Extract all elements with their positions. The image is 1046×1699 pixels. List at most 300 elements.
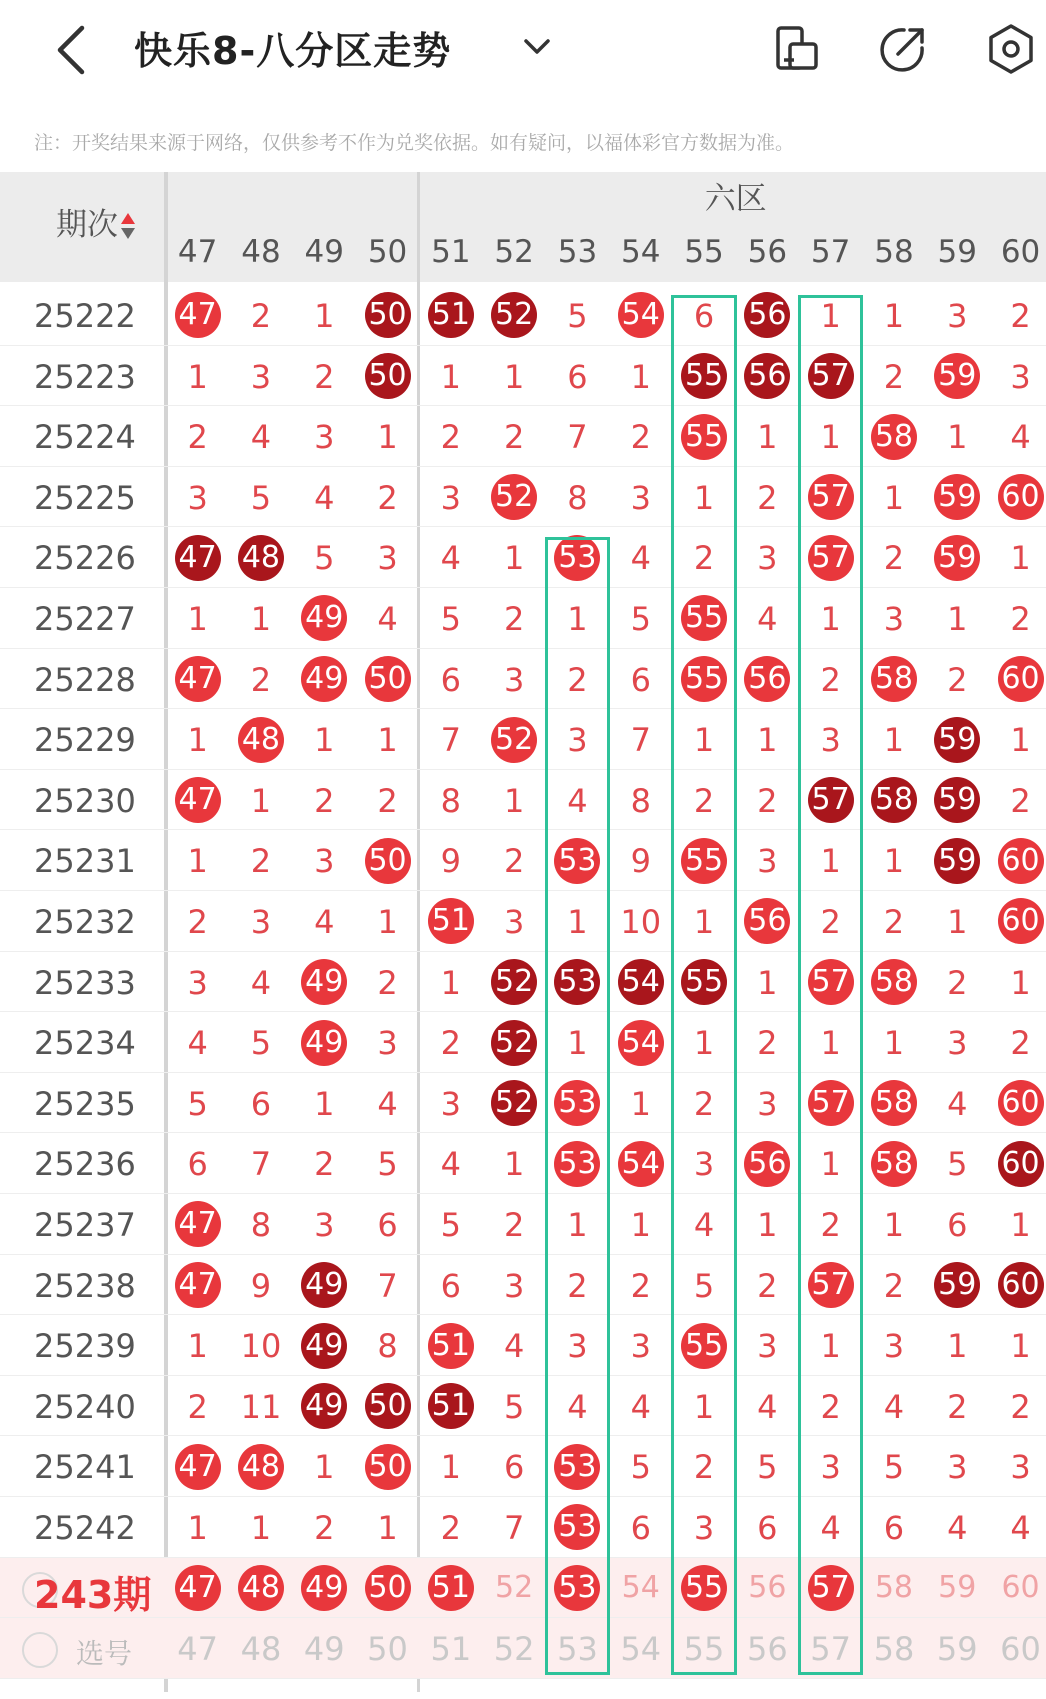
- miss-count: 4: [630, 539, 651, 578]
- miss-count: 1: [883, 721, 905, 760]
- miss-count: 1: [947, 1327, 968, 1366]
- miss-count: 1: [820, 842, 841, 881]
- hit-ball: 54: [618, 292, 664, 338]
- miss-count: 2: [1010, 781, 1031, 820]
- miss-count: 5: [250, 478, 272, 517]
- hit-ball-dark: 56: [744, 292, 790, 338]
- hit-ball: 54: [618, 1020, 664, 1066]
- hit-ball-dark: 55: [681, 353, 727, 399]
- miss-count: 9: [440, 842, 462, 881]
- miss-count: 2: [440, 1024, 462, 1063]
- miss-count: 2: [947, 1387, 968, 1426]
- miss-count: 4: [187, 1024, 208, 1063]
- issue-number: 25242: [34, 1509, 136, 1547]
- miss-count: 6: [947, 1206, 968, 1244]
- select-number[interactable]: 54: [620, 1630, 662, 1669]
- row-divider: [0, 1678, 1046, 1679]
- miss-count: 5: [440, 600, 462, 638]
- miss-count: 7: [503, 1509, 525, 1547]
- select-number[interactable]: 51: [430, 1630, 472, 1669]
- hit-ball: 55: [681, 1565, 727, 1611]
- miss-count: 2: [883, 357, 905, 396]
- miss-count: 1: [567, 600, 588, 638]
- miss-count: 3: [377, 1024, 398, 1063]
- column-header: 59: [937, 234, 977, 270]
- row-divider: [0, 829, 1046, 830]
- row-divider: [0, 951, 1046, 952]
- hit-ball: 58: [874, 1569, 914, 1605]
- column-header: 49: [304, 234, 344, 270]
- miss-count: 3: [757, 1084, 778, 1123]
- miss-count: 4: [1010, 1509, 1031, 1547]
- miss-count: 3: [377, 539, 398, 578]
- row-divider: [0, 526, 1046, 527]
- hit-ball: 57: [808, 959, 854, 1005]
- miss-count: 5: [314, 539, 335, 578]
- hit-ball: 60: [998, 656, 1044, 702]
- miss-count: 2: [1010, 1387, 1031, 1426]
- radio-circle[interactable]: [22, 1632, 58, 1668]
- issue-number: 25237: [34, 1206, 136, 1244]
- miss-count: 1: [1010, 963, 1031, 1002]
- miss-count: 1: [250, 781, 272, 820]
- hit-ball: 55: [681, 838, 727, 884]
- miss-count: 1: [314, 721, 335, 760]
- miss-count: 5: [630, 1448, 651, 1487]
- hit-ball: 53: [554, 1080, 600, 1126]
- miss-count: 2: [630, 418, 651, 457]
- issue-number: 25233: [34, 963, 136, 1002]
- miss-count: 4: [250, 418, 272, 457]
- sort-icon[interactable]: [120, 212, 136, 240]
- hit-ball: 49: [301, 656, 347, 702]
- miss-count: 1: [187, 1509, 208, 1547]
- hit-ball: 51: [428, 898, 474, 944]
- hit-ball: 59: [934, 353, 980, 399]
- miss-count: 1: [1010, 1206, 1031, 1244]
- miss-count: 4: [503, 1327, 525, 1366]
- miss-count: 1: [187, 721, 208, 760]
- select-number[interactable]: 59: [936, 1630, 978, 1669]
- miss-count: 3: [883, 1327, 905, 1366]
- hit-ball-dark: 52: [491, 959, 537, 1005]
- hit-ball-dark: 50: [365, 353, 411, 399]
- miss-count: 3: [567, 721, 588, 760]
- prediction-label: 243期: [34, 1572, 152, 1617]
- row-divider: [0, 345, 1046, 346]
- miss-count: 2: [630, 1266, 651, 1305]
- hit-ball-dark: 60: [998, 1262, 1044, 1308]
- miss-count: 1: [947, 903, 968, 941]
- hit-ball: 55: [681, 414, 727, 460]
- highlight-box: [798, 295, 863, 1675]
- hit-ball: 59: [934, 535, 980, 581]
- hit-ball: 53: [554, 838, 600, 884]
- hit-ball: 58: [871, 656, 917, 702]
- miss-count: 1: [630, 1084, 651, 1123]
- hit-ball: 58: [871, 1141, 917, 1187]
- column-header: 50: [367, 234, 408, 270]
- row-divider: [0, 1496, 1046, 1497]
- select-number[interactable]: 55: [683, 1630, 725, 1669]
- miss-count: 1: [693, 1387, 715, 1426]
- app-header: [0, 0, 1046, 110]
- select-number[interactable]: 49: [303, 1630, 345, 1669]
- miss-count: 8: [250, 1206, 272, 1244]
- miss-count: 1: [440, 357, 462, 396]
- column-header: 56: [747, 234, 788, 270]
- miss-count: 3: [947, 1448, 968, 1487]
- hit-ball-dark: 52: [491, 292, 537, 338]
- hit-ball: 57: [808, 1262, 854, 1308]
- miss-count: 5: [187, 1084, 208, 1123]
- hit-ball: 60: [1001, 1569, 1040, 1605]
- hit-ball: 47: [175, 1201, 221, 1247]
- miss-count: 6: [630, 660, 651, 699]
- miss-count: 2: [250, 297, 272, 335]
- highlight-box: [545, 537, 610, 1674]
- miss-count: 1: [503, 781, 525, 820]
- hit-ball-dark: 58: [871, 777, 917, 823]
- miss-count: 4: [1010, 418, 1031, 457]
- miss-count: 2: [693, 1084, 715, 1123]
- miss-count: 8: [440, 781, 462, 820]
- hit-ball: 58: [871, 959, 917, 1005]
- issue-number: 25227: [34, 600, 136, 638]
- miss-count: 1: [377, 1509, 398, 1547]
- hit-ball: 54: [618, 1141, 664, 1187]
- miss-count: 2: [314, 357, 335, 396]
- miss-count: 7: [630, 721, 651, 760]
- miss-count: 3: [250, 357, 272, 396]
- miss-count: 8: [630, 781, 651, 820]
- miss-count: 2: [1010, 600, 1031, 638]
- miss-count: 1: [377, 418, 398, 457]
- miss-count: 2: [883, 1266, 905, 1305]
- miss-count: 4: [820, 1509, 841, 1547]
- miss-count: 2: [377, 963, 398, 1002]
- miss-count: 1: [314, 297, 335, 335]
- select-number[interactable]: 47: [177, 1630, 218, 1669]
- miss-count: 1: [757, 721, 778, 760]
- hit-ball-dark: 59: [934, 838, 980, 884]
- miss-count: 2: [947, 660, 968, 699]
- miss-count: 5: [377, 1145, 398, 1184]
- select-number[interactable]: 52: [493, 1630, 535, 1669]
- column-header: 57: [810, 234, 851, 270]
- row-divider: [0, 890, 1046, 891]
- miss-count: 3: [757, 1327, 778, 1366]
- miss-count: 1: [567, 1206, 588, 1244]
- miss-count: 8: [377, 1327, 398, 1366]
- hit-ball: 52: [495, 1569, 534, 1605]
- issue-number: 25225: [34, 478, 136, 517]
- issue-number: 25230: [34, 781, 136, 820]
- issue-number: 25228: [34, 660, 136, 699]
- miss-count: 1: [820, 297, 841, 335]
- hit-ball: 58: [871, 414, 917, 460]
- miss-count: 2: [757, 781, 778, 820]
- miss-count: 4: [757, 600, 778, 638]
- hit-ball: 56: [744, 898, 790, 944]
- hit-ball: 58: [871, 1080, 917, 1126]
- miss-count: 3: [630, 1327, 651, 1366]
- column-header: 47: [177, 234, 218, 270]
- miss-count: 1: [1010, 539, 1031, 578]
- miss-count: 2: [1010, 297, 1031, 335]
- miss-count: 5: [630, 600, 651, 638]
- miss-count: 2: [314, 781, 335, 820]
- hit-ball: 50: [365, 656, 411, 702]
- miss-count: 3: [757, 539, 778, 578]
- hit-ball: 48: [238, 1444, 284, 1490]
- hit-ball-dark: 49: [301, 1383, 347, 1429]
- miss-count: 1: [947, 600, 968, 638]
- miss-count: 6: [757, 1509, 778, 1547]
- select-number[interactable]: 50: [367, 1630, 408, 1669]
- row-divider: [0, 648, 1046, 649]
- miss-count: 3: [1010, 1448, 1031, 1487]
- miss-count: 1: [377, 903, 398, 941]
- hit-ball: 53: [554, 535, 600, 581]
- row-divider: [0, 587, 1046, 588]
- miss-count: 7: [250, 1145, 272, 1184]
- hit-ball-dark: 52: [491, 1080, 537, 1126]
- hit-ball-dark: 53: [554, 959, 600, 1005]
- hit-ball: 49: [301, 1565, 347, 1611]
- miss-count: 3: [187, 963, 208, 1002]
- miss-count: 4: [250, 963, 272, 1002]
- miss-count: 2: [820, 1387, 841, 1426]
- hit-ball: 60: [998, 474, 1044, 520]
- trend-table: [0, 172, 1046, 1692]
- miss-count: 1: [503, 1145, 525, 1184]
- miss-count: 1: [440, 1448, 462, 1487]
- miss-count: 2: [250, 842, 272, 881]
- miss-count: 6: [440, 1266, 462, 1305]
- hit-ball: 47: [175, 1444, 221, 1490]
- miss-count: 1: [883, 478, 905, 517]
- row-divider: [0, 1072, 1046, 1073]
- miss-count: 2: [567, 1266, 588, 1305]
- miss-count: 2: [187, 903, 208, 941]
- issue-header: 期次: [56, 207, 118, 243]
- row-divider: [0, 1375, 1046, 1376]
- miss-count: 3: [503, 660, 525, 699]
- hit-ball-dark: 59: [934, 717, 980, 763]
- miss-count: 1: [883, 842, 905, 881]
- miss-count: 3: [314, 418, 335, 457]
- hit-ball: 55: [681, 1323, 727, 1369]
- miss-count: 3: [250, 903, 272, 941]
- hit-ball: 47: [175, 292, 221, 338]
- miss-count: 3: [883, 600, 905, 638]
- miss-count: 2: [693, 781, 715, 820]
- miss-count: 6: [503, 1448, 525, 1487]
- miss-count: 2: [820, 660, 841, 699]
- miss-count: 2: [503, 600, 525, 638]
- hit-ball: 56: [748, 1569, 787, 1605]
- miss-count: 9: [250, 1266, 272, 1305]
- miss-count: 2: [187, 1387, 208, 1426]
- hit-ball-dark: 48: [238, 535, 284, 581]
- chevron-down-icon[interactable]: [520, 30, 554, 64]
- miss-count: 5: [440, 1206, 462, 1244]
- issue-number: 25235: [34, 1084, 136, 1123]
- column-header: 54: [621, 234, 661, 270]
- miss-count: 1: [187, 357, 208, 396]
- hit-ball: 57: [808, 1080, 854, 1126]
- miss-count: 3: [820, 721, 841, 760]
- miss-count: 1: [820, 1145, 841, 1184]
- column-header: 55: [684, 234, 724, 270]
- hit-ball: 59: [938, 1569, 977, 1605]
- miss-count: 2: [503, 1206, 525, 1244]
- column-header: 51: [431, 234, 471, 270]
- select-number[interactable]: 53: [557, 1630, 598, 1669]
- miss-count: 3: [314, 842, 335, 881]
- miss-count: 6: [187, 1145, 208, 1184]
- miss-count: 1: [1010, 721, 1031, 760]
- miss-count: 1: [314, 1084, 335, 1123]
- miss-count: 3: [820, 1448, 841, 1487]
- hit-ball-dark: 57: [808, 353, 854, 399]
- row-divider: [0, 466, 1046, 467]
- select-number[interactable]: 48: [240, 1630, 282, 1669]
- miss-count: 6: [440, 660, 462, 699]
- issue-number: 25236: [34, 1145, 136, 1184]
- hit-ball: 57: [808, 474, 854, 520]
- select-number[interactable]: 57: [810, 1630, 851, 1669]
- miss-count: 3: [567, 1327, 588, 1366]
- miss-count: 7: [440, 721, 462, 760]
- miss-count: 1: [187, 1327, 208, 1366]
- miss-count: 5: [693, 1266, 715, 1305]
- miss-count: 1: [820, 1024, 841, 1063]
- miss-count: 2: [503, 842, 525, 881]
- miss-count: 1: [314, 1448, 335, 1487]
- hit-ball: 49: [301, 959, 347, 1005]
- miss-count: 1: [440, 963, 462, 1002]
- miss-count: 3: [440, 478, 462, 517]
- miss-count: 1: [503, 539, 525, 578]
- row-divider: [0, 1435, 1046, 1436]
- hit-ball: 53: [554, 1444, 600, 1490]
- hit-ball-dark: 50: [365, 1383, 411, 1429]
- miss-count: 9: [630, 842, 651, 881]
- miss-count: 2: [883, 539, 905, 578]
- miss-count: 4: [377, 1084, 398, 1123]
- page-title[interactable]: 快乐8-八分区走势: [134, 29, 452, 73]
- miss-count: 1: [883, 1024, 905, 1063]
- hit-ball: 53: [554, 1565, 600, 1611]
- hit-ball: 49: [301, 595, 347, 641]
- column-header: 52: [494, 234, 534, 270]
- miss-count: 4: [947, 1509, 968, 1547]
- layout-icon[interactable]: [770, 22, 824, 76]
- column-header: 60: [1000, 234, 1041, 270]
- hit-ball-dark: 49: [301, 1262, 347, 1308]
- miss-count: 7: [567, 418, 588, 457]
- row-divider: [0, 769, 1046, 770]
- miss-count: 1: [820, 418, 841, 457]
- miss-count: 3: [314, 1206, 335, 1244]
- hit-ball-dark: 54: [618, 959, 664, 1005]
- hit-ball: 55: [681, 595, 727, 641]
- miss-count: 1: [187, 600, 208, 638]
- miss-count: 10: [620, 903, 662, 941]
- miss-count: 2: [314, 1509, 335, 1547]
- miss-count: 6: [567, 357, 588, 396]
- miss-count: 7: [377, 1266, 398, 1305]
- column-header: 48: [241, 234, 281, 270]
- hit-ball: 56: [744, 1141, 790, 1187]
- miss-count: 1: [503, 357, 525, 396]
- hit-ball: 60: [998, 838, 1044, 884]
- hit-ball: 57: [808, 535, 854, 581]
- hit-ball-dark: 60: [998, 1141, 1044, 1187]
- hit-ball: 49: [301, 1020, 347, 1066]
- miss-count: 1: [947, 418, 968, 457]
- select-label[interactable]: 选号: [76, 1637, 133, 1671]
- row-divider: [0, 1193, 1046, 1194]
- chevron-left-icon[interactable]: [52, 22, 92, 78]
- miss-count: 1: [757, 1206, 778, 1244]
- miss-count: 1: [693, 478, 715, 517]
- row-divider: [0, 1314, 1046, 1315]
- miss-count: 4: [693, 1206, 715, 1244]
- miss-count: 8: [567, 478, 588, 517]
- miss-count: 4: [377, 600, 398, 638]
- issue-number: 25232: [34, 903, 136, 941]
- row-divider: [0, 1132, 1046, 1133]
- miss-count: 2: [440, 418, 462, 457]
- miss-count: 3: [503, 903, 525, 941]
- hit-ball-dark: 47: [175, 535, 221, 581]
- miss-count: 6: [377, 1206, 398, 1244]
- issue-number: 25223: [34, 357, 136, 396]
- miss-count: 1: [567, 1024, 588, 1063]
- select-number[interactable]: 60: [1000, 1630, 1041, 1669]
- miss-count: 10: [240, 1327, 282, 1366]
- miss-count: 4: [883, 1387, 905, 1426]
- issue-number: 25226: [34, 539, 136, 578]
- select-number[interactable]: 56: [746, 1630, 788, 1669]
- hit-ball-dark: 52: [491, 1020, 537, 1066]
- hit-ball-dark: 50: [365, 292, 411, 338]
- miss-count: 2: [693, 1448, 715, 1487]
- miss-count: 3: [630, 478, 651, 517]
- select-number[interactable]: 58: [873, 1630, 915, 1669]
- issue-number: 25229: [34, 721, 136, 760]
- miss-count: 2: [883, 903, 905, 941]
- miss-count: 2: [440, 1509, 462, 1547]
- hit-ball: 50: [365, 1565, 411, 1611]
- settings-icon[interactable]: [984, 22, 1038, 76]
- share-icon[interactable]: [876, 22, 930, 76]
- hit-ball: 48: [238, 1565, 284, 1611]
- miss-count: 3: [693, 1145, 715, 1184]
- miss-count: 2: [314, 1145, 335, 1184]
- highlight-box: [671, 295, 736, 1675]
- miss-count: 6: [693, 297, 715, 335]
- miss-count: 4: [630, 1387, 651, 1426]
- miss-count: 1: [693, 1024, 715, 1063]
- miss-count: 1: [883, 297, 905, 335]
- hit-ball-dark: 55: [681, 959, 727, 1005]
- miss-count: 11: [240, 1387, 282, 1426]
- hit-ball: 59: [934, 474, 980, 520]
